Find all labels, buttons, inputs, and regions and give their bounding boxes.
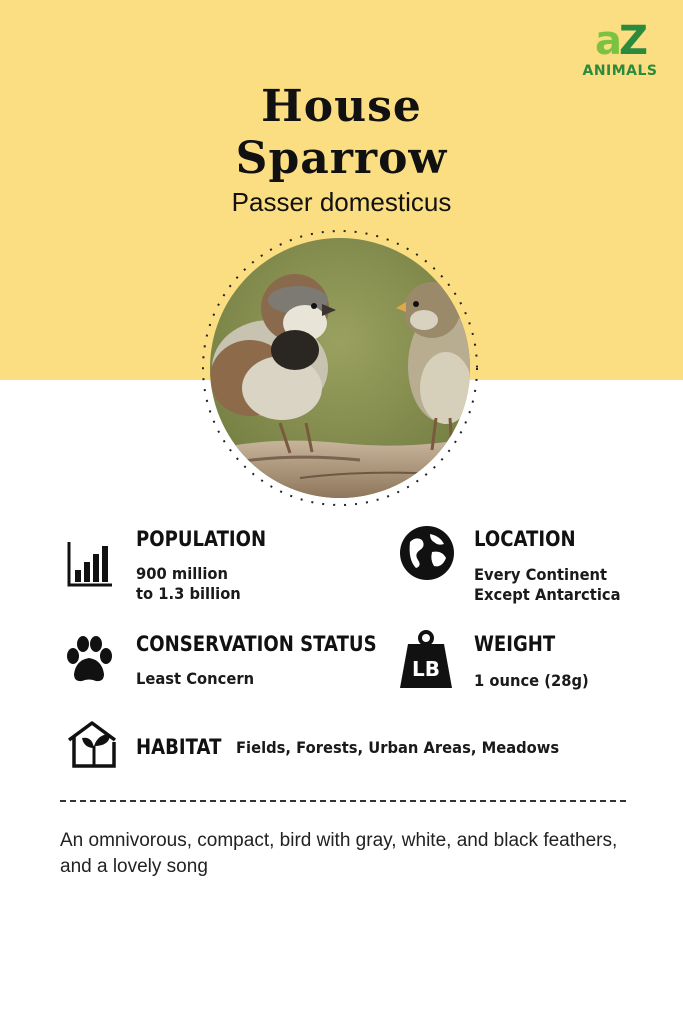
population-label: POPULATION <box>136 527 267 551</box>
dashed-divider <box>60 800 626 802</box>
globe-icon <box>398 524 456 582</box>
weight-value: 1 ounce (28g) <box>474 671 589 690</box>
population-value-line2: to 1.3 billion <box>136 584 241 603</box>
habitat-value: Fields, Forests, Urban Areas, Meadows <box>236 738 560 757</box>
weight-label: WEIGHT <box>474 632 556 656</box>
location-label: LOCATION <box>474 527 576 551</box>
weight-icon-text: LB <box>412 657 440 681</box>
animal-photo <box>200 228 480 508</box>
habitat-label: HABITAT <box>136 735 222 759</box>
scientific-name: Passer domesticus <box>231 187 452 217</box>
az-animals-logo[interactable] <box>574 20 666 86</box>
page-title-line1: House <box>261 81 422 132</box>
population-value-line1: 900 million <box>136 564 228 583</box>
house-plant-icon <box>66 720 122 770</box>
conservation-label: CONSERVATION STATUS <box>136 632 377 656</box>
page-title-line2: Sparrow <box>235 133 448 184</box>
weight-icon <box>398 630 454 690</box>
logo-mark: aZ <box>594 18 645 64</box>
bar-chart-icon <box>66 540 114 588</box>
location-value-line2: Except Antarctica <box>474 585 621 604</box>
sparrow-photo <box>210 238 470 498</box>
conservation-value: Least Concern <box>136 669 255 688</box>
description: An omnivorous, compact, bird with gray, white, and black feathers, and a lovely song <box>60 830 618 877</box>
paw-icon <box>64 636 114 684</box>
location-value-line1: Every Continent <box>474 565 608 584</box>
logo-wordmark: ANIMALS <box>582 63 658 79</box>
